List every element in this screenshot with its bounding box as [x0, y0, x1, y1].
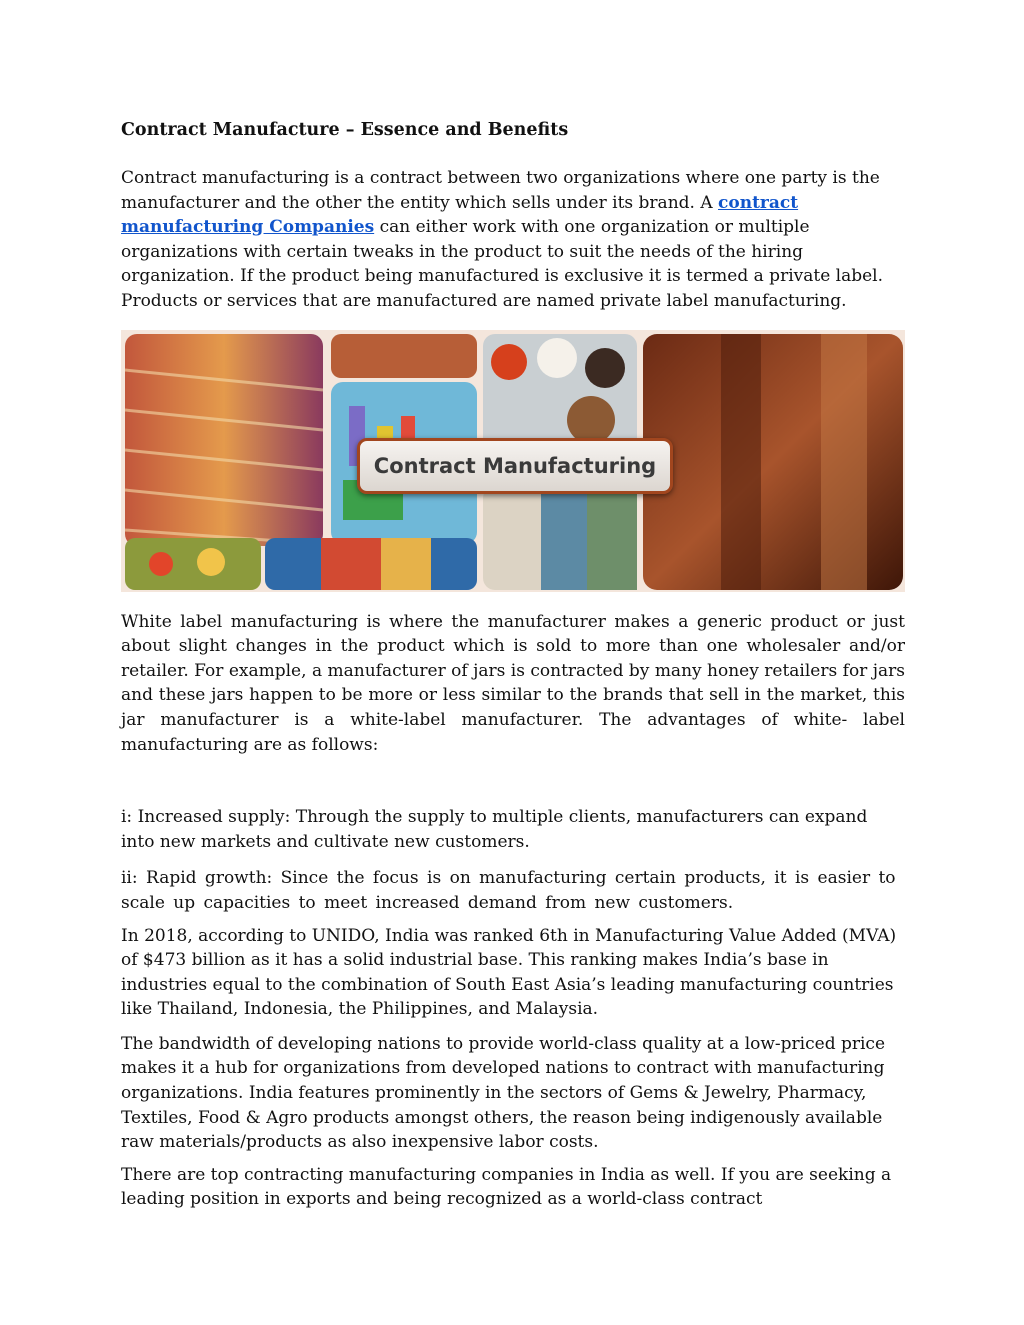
advantage-increased-supply: i: Increased supply: Through the supply to multiple clients, manufacturers can expand into new markets and cultivate new customers. — [121, 807, 868, 852]
bandwidth-paragraph: The bandwidth of developing nations to provide world-class quality at a low-priced price makes it a hub for organizations from developed nations to contract with manufacturing organizations. India features prominently in the sectors of Gems & Jewelry, Pharmacy, Textiles, Food & Agro products amongst others, the reason being indigenously available raw materials/products as also inexpensive labor costs. — [121, 1033, 886, 1153]
closing-paragraph: There are top contracting manufacturing companies in India as well. If you are seeking a leading position in exports and being recognized as a world-class contract — [121, 1164, 892, 1210]
contract-manufacturing-banner: Contract Manufacturing — [357, 438, 673, 494]
contract-manufacturing-collage-image — [121, 330, 905, 592]
intro-paragraph — [121, 166, 905, 314]
contract-manufacturing-link[interactable]: contract manufacturing Companies — [121, 192, 799, 238]
unido-paragraph: In 2018, according to UNIDO, India was ranked 6th in Manufacturing Value Added (MVA) of $473 billion as it has a solid industrial base. This ranking makes India’s base in industries equal to the combination of South East Asia’s leading manufacturing countries like Thailand, Indonesia, the Philippines, and Malaysia. — [121, 925, 897, 1020]
document-page — [121, 118, 905, 1212]
intro-text-after-link: can either work with one organization or multiple organizations with certain tweaks in the product to suit the needs of the hiring organization. If the product being manufactured is exclusive it is termed a private label. Products or services that are manufactured are named private label manufacturing. — [121, 217, 884, 311]
document-title: Contract Manufacture – Essence and Benefits — [121, 120, 569, 140]
white-label-paragraph: White label manufacturing is where the manufacturer makes a generic product or just about slight changes in the product which is sold to more than one wholesaler and/or retailer. For example, a manufacturer of jars is contracted by many honey retailers for jars and these jars happen to be more or less similar to the brands that sell in the market, this jar manufacturer is a white-label manufacturer. The advantages of white- label manufacturing are as follows: — [121, 611, 905, 755]
advantage-rapid-growth: ii: Rapid growth: Since the focus is on manufacturing certain products, it is easier to scale up capacities to meet increased demand from new customers. — [121, 868, 896, 913]
intro-text-before-link: Contract manufacturing is a contract between two organizations where one party is the manufacturer and the other the entity which sells under its brand. A — [121, 168, 880, 213]
